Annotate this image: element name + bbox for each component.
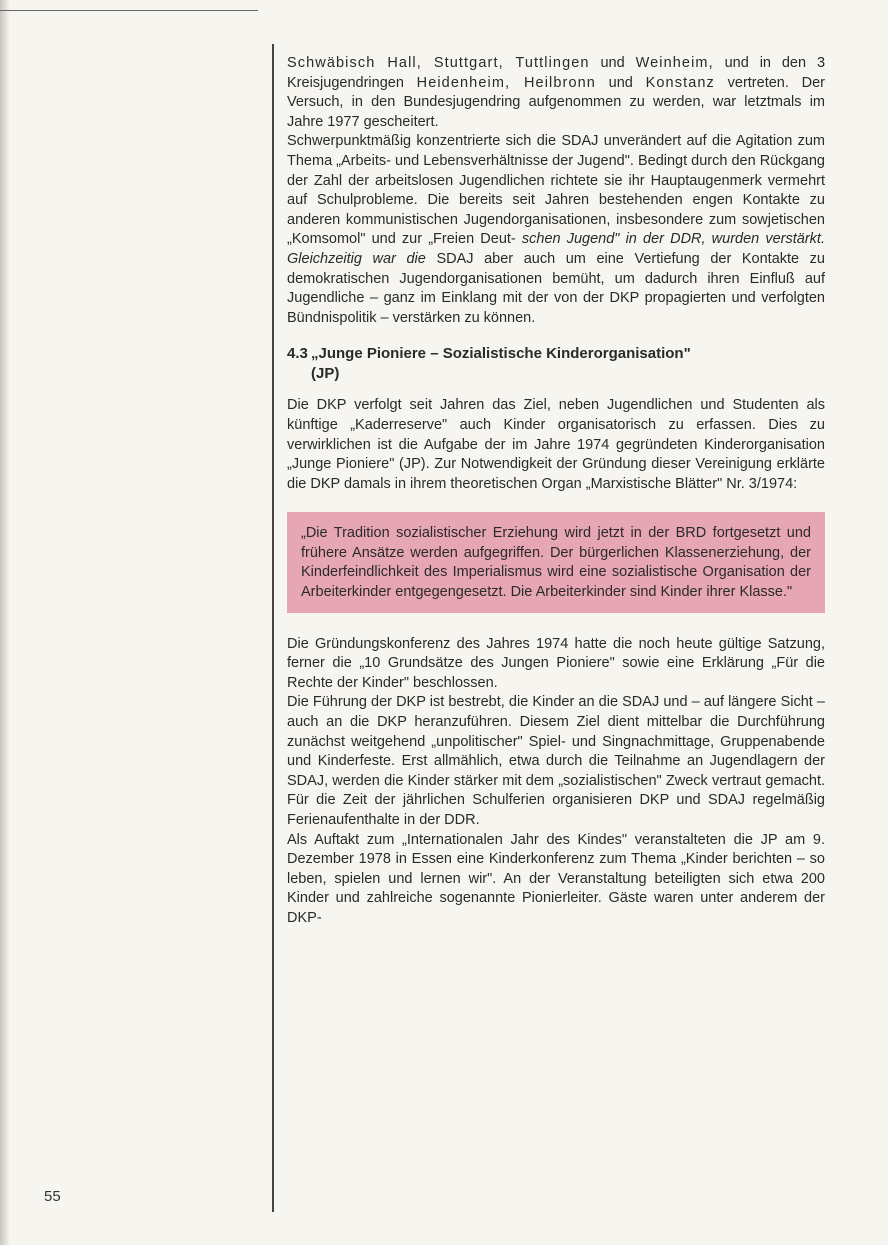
section-title-cont: (JP) [311,365,340,383]
text: und in den 3 Kreisjugendringen [287,55,826,91]
paragraph-5: Als Auftakt zum „Internationalen Jahr des Kindes" veranstalteten die JP am 9. Dezember 1978 in Essen eine Kinderkonferenz zum Thema „Kinder berichten – so leben, spielen und lernen wir". An der Veranstaltung beteiligten sich etwa 200 Kinder und zahlreiche sogenannte Pionierleiter. Gäste waren unter anderem der DKP- [287,831,825,926]
section-heading [287,344,825,384]
page-number: 55 [44,1188,61,1205]
text-spaced: Schwäbisch Hall, Stuttgart, Tuttlingen [287,55,590,71]
text-spaced: Weinheim, [635,55,714,71]
text: und [589,55,636,71]
paragraph-1b [287,132,825,328]
paragraph-2: Die DKP verfolgt seit Jahren das Ziel, neben Jugendlichen und Studenten als künftige „Kaderreserve" auch Kinder organisatorisch zu erfassen. Dies zu verwirklichen ist die Aufgabe der im Jahre 1974 gegründeten Kinderorganisation „Junge Pioniere" (JP). Zur Notwendigkeit der Gründung dieser Vereinigung erklärte die DKP damals in ihrem theoretischen Organ „Marxistische Blätter" Nr. 3/1974: [287,397,825,492]
text: SDAJ aber auch um eine Vertiefung der Kontakte zu demokratischen Jugendorganisationen bemüht, um dadurch ihren Einfluß auf Jugendliche – ganz im Einklang mit der von der DKP propagierten und verfolgten Bündnispolitik – verstärken zu können. [287,250,826,326]
page-edge-shadow [0,0,10,1245]
text: Schwerpunktmäßig konzentrierte sich die SDAJ unverändert auf die Agitation zum Thema „Arbeits- und Lebensverhältnisse der Jugend". Bedingt durch den Rückgang der Zahl der arbeitslosen Jugendlichen richtete sie ihr Hauptaugenmerk vermehrt auf Schulprobleme. Die bereits seit Jahren bestehenden engen Kontakte zu anderen kommunistischen Jugendorganisationen, insbesondere zum sowjetischen „Komsomol" und zur „Freien Deut- [287,133,825,248]
paragraph-3: Die Gründungskonferenz des Jahres 1974 hatte die noch heute gültige Satzung, ferner die „10 Grundsätze des Jungen Pioniere" sowie eine Erklärung „Für die Rechte der Kinder" beschlossen. [287,635,825,691]
body-text [287,54,825,929]
margin-rule [272,44,274,1212]
text: und [595,74,633,91]
text-spaced: Konstanz [645,74,715,91]
top-rule [0,10,258,11]
section-title: „Junge Pioniere – Sozialistische Kinderorganisation" [311,345,691,363]
quote-box [287,512,825,612]
text: vertreten. Der Versuch, in den Bundesjugendring aufgenommen zu werden, war letztmals im Jahre 1977 gescheitert. [287,74,825,130]
paragraph-4: Die Führung der DKP ist bestrebt, die Kinder an die SDAJ und – auf längere Sicht – auch an die DKP heranzuführen. Diesem Ziel dient mittelbar die Durchführung zunächst weitgehend „unpolitischer" Spiel- und Singnachmittage, Gruppenabende und Kinderfeste. Erst allmählich, etwa durch die Teilnahme an Jugendlagern der SDAJ, werden die Kinder stärker mit dem „sozialistischen" Zweck vertraut gemacht. Für die Zeit der jährlichen Schulferien organisieren DKP und SDAJ regelmäßig Ferienaufenthalte in der DDR. [287,694,825,828]
text-spaced: Heidenheim, Heilbronn [416,74,596,91]
quote-text: „Die Tradition sozialistischer Erziehung wird jetzt in der BRD fortgesetzt und frühere Ansätze werden aufgegriffen. Der bürgerlichen Klassenerziehung, der Kinderfeindlichkeit des Imperialismus wird eine sozialistische Organisation der Arbeiterkinder entgegengesetzt. Die Arbeiterkinder sind Kinder ihrer Klasse." [301,525,811,601]
text-italic: schen Jugend" in der DDR, wurden verstärkt. Gleichzeitig war die [287,231,825,267]
paragraph-1 [287,54,825,132]
section-number: 4.3 [287,345,308,363]
